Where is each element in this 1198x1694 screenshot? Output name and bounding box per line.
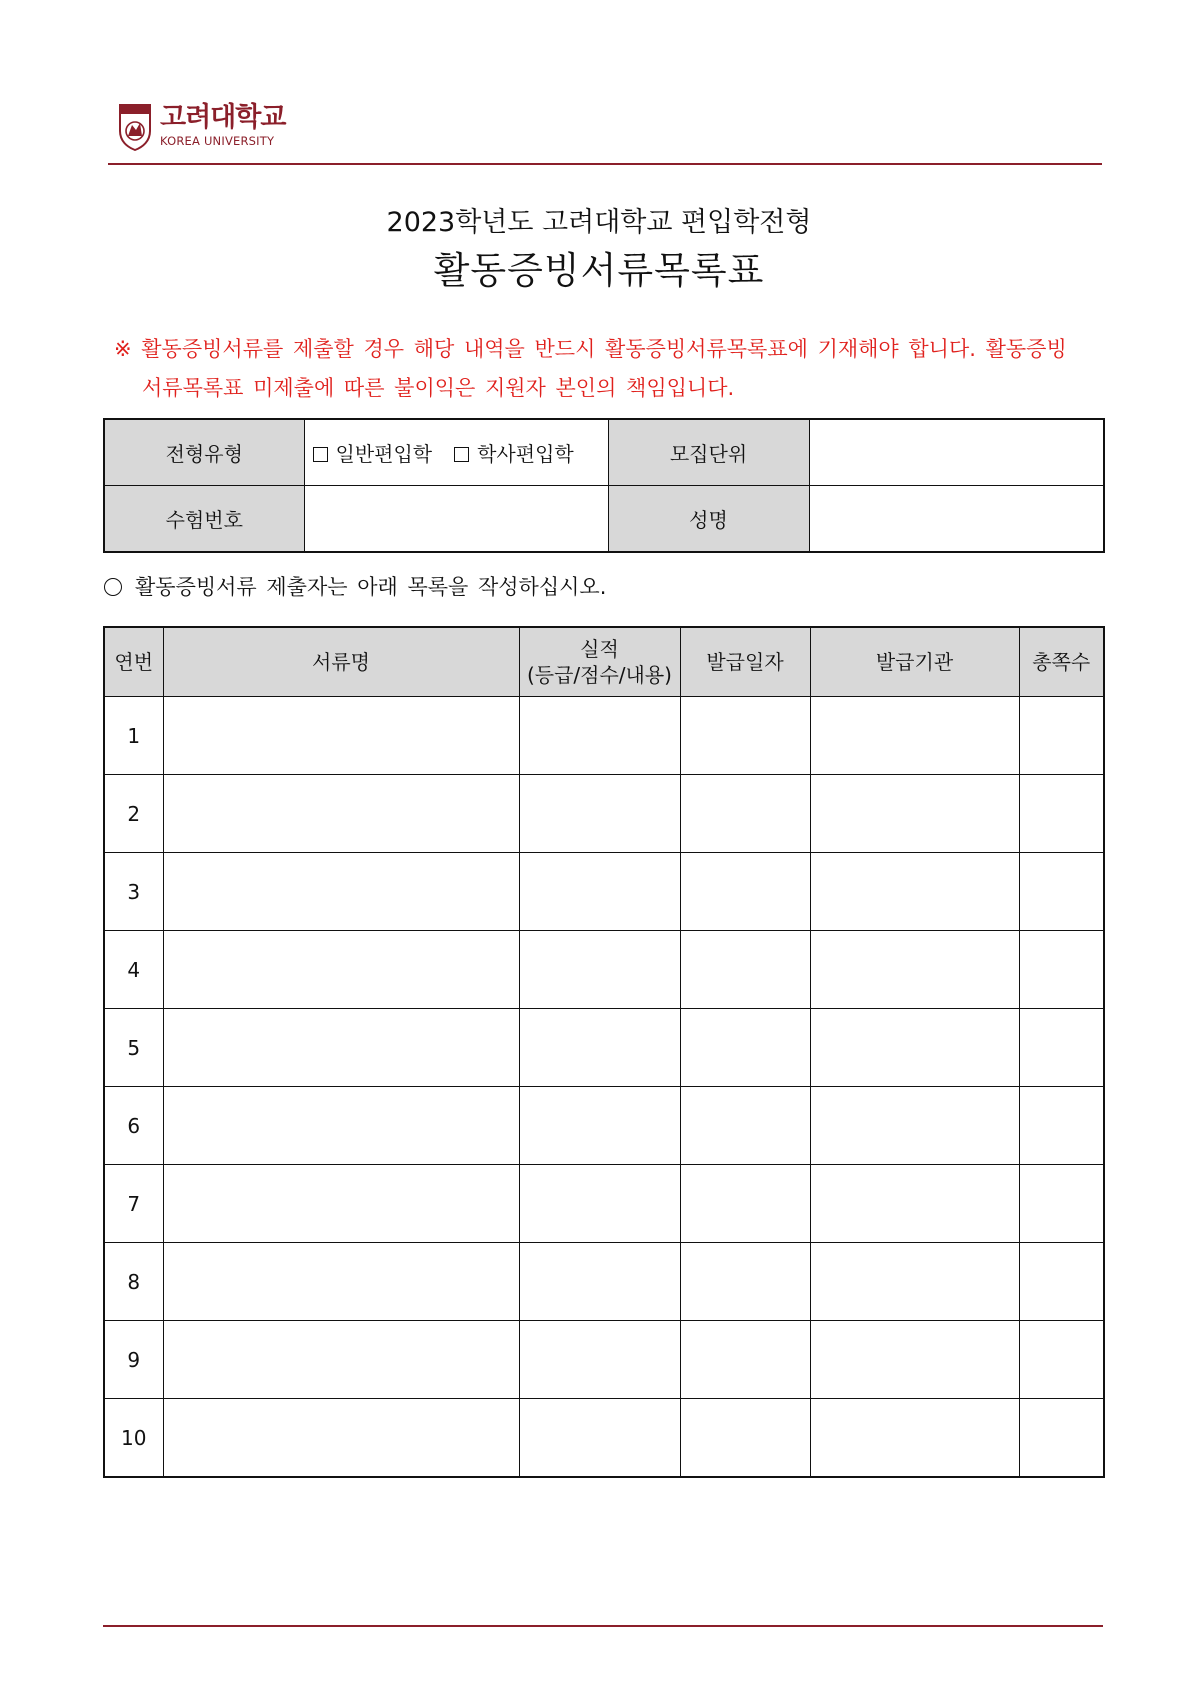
cell-issue-date[interactable] xyxy=(680,1399,810,1478)
cell-issue-date[interactable] xyxy=(680,1243,810,1321)
cell-total-pages[interactable] xyxy=(1019,1009,1104,1087)
cell-issuer[interactable] xyxy=(810,775,1019,853)
unit-value[interactable] xyxy=(809,419,1104,486)
col-header-issue-date: 발급일자 xyxy=(680,627,810,697)
cell-achievement[interactable] xyxy=(519,1243,680,1321)
cell-issuer[interactable] xyxy=(810,697,1019,775)
footer-divider xyxy=(103,1625,1103,1627)
cell-achievement[interactable] xyxy=(519,931,680,1009)
col-header-document-name: 서류명 xyxy=(163,627,519,697)
table-row xyxy=(104,931,1104,1009)
row-number: 4 xyxy=(104,931,163,1009)
document-subtitle: 2023학년도 고려대학교 편입학전형 xyxy=(386,207,812,238)
cell-total-pages[interactable] xyxy=(1019,1243,1104,1321)
col-header-number: 연번 xyxy=(104,627,163,697)
university-logo xyxy=(118,103,285,153)
col-header-total-pages: 총쪽수 xyxy=(1019,627,1104,697)
document-list-table xyxy=(103,626,1105,1478)
table-row xyxy=(104,853,1104,931)
table-row xyxy=(104,1009,1104,1087)
table-row xyxy=(104,1321,1104,1399)
row-number: 10 xyxy=(104,1399,163,1478)
notice-text xyxy=(114,330,1104,408)
instruction xyxy=(104,571,606,603)
header-divider xyxy=(108,163,1102,165)
cell-total-pages[interactable] xyxy=(1019,697,1104,775)
cell-issuer[interactable] xyxy=(810,1165,1019,1243)
cell-achievement[interactable] xyxy=(519,853,680,931)
col-header-achievement-detail: (등급/점수/내용) xyxy=(526,663,672,687)
table-header-row xyxy=(104,627,1104,697)
col-header-achievement xyxy=(519,627,680,697)
type-options xyxy=(304,419,608,486)
row-number: 1 xyxy=(104,697,163,775)
table-row xyxy=(104,1243,1104,1321)
cell-issue-date[interactable] xyxy=(680,697,810,775)
table-row xyxy=(104,775,1104,853)
cell-document-name[interactable] xyxy=(163,853,519,931)
row-number: 2 xyxy=(104,775,163,853)
cell-document-name[interactable] xyxy=(163,1087,519,1165)
row-number: 8 xyxy=(104,1243,163,1321)
row-number: 7 xyxy=(104,1165,163,1243)
logo-english-name: KOREA UNIVERSITY xyxy=(160,134,275,148)
cell-document-name[interactable] xyxy=(163,931,519,1009)
cell-document-name[interactable] xyxy=(163,1009,519,1087)
table-row xyxy=(104,1399,1104,1478)
table-row xyxy=(104,697,1104,775)
cell-total-pages[interactable] xyxy=(1019,1165,1104,1243)
applicant-info-table xyxy=(103,418,1105,553)
table-row xyxy=(104,1087,1104,1165)
document-title: 활동증빙서류목록표 xyxy=(433,249,765,292)
option-bachelor-transfer[interactable] xyxy=(454,438,574,467)
cell-total-pages[interactable] xyxy=(1019,853,1104,931)
name-value[interactable] xyxy=(809,486,1104,553)
instruction-text: 활동증빙서류 제출자는 아래 목록을 작성하십시오. xyxy=(135,575,607,599)
cell-total-pages[interactable] xyxy=(1019,1087,1104,1165)
cell-document-name[interactable] xyxy=(163,1321,519,1399)
exam-number-value[interactable] xyxy=(304,486,608,553)
option-general-transfer[interactable] xyxy=(313,438,433,467)
cell-issue-date[interactable] xyxy=(680,1321,810,1399)
option-general-label: 일반편입학 xyxy=(335,442,433,466)
cell-achievement[interactable] xyxy=(519,775,680,853)
cell-issue-date[interactable] xyxy=(680,853,810,931)
cell-issue-date[interactable] xyxy=(680,1009,810,1087)
cell-achievement[interactable] xyxy=(519,1399,680,1478)
cell-issuer[interactable] xyxy=(810,931,1019,1009)
row-number: 5 xyxy=(104,1009,163,1087)
cell-document-name[interactable] xyxy=(163,1243,519,1321)
cell-document-name[interactable] xyxy=(163,1165,519,1243)
cell-achievement[interactable] xyxy=(519,1087,680,1165)
option-bachelor-label: 학사편입학 xyxy=(477,442,574,466)
exam-number-label: 수험번호 xyxy=(104,486,304,553)
col-header-issuer: 발급기관 xyxy=(810,627,1019,697)
cell-issuer[interactable] xyxy=(810,1087,1019,1165)
checkbox-icon[interactable] xyxy=(454,447,469,462)
cell-issue-date[interactable] xyxy=(680,775,810,853)
cell-achievement[interactable] xyxy=(519,1321,680,1399)
cell-total-pages[interactable] xyxy=(1019,1399,1104,1478)
cell-issuer[interactable] xyxy=(810,1243,1019,1321)
cell-issue-date[interactable] xyxy=(680,1165,810,1243)
cell-document-name[interactable] xyxy=(163,697,519,775)
type-label: 전형유형 xyxy=(104,419,304,486)
cell-achievement[interactable] xyxy=(519,1165,680,1243)
cell-total-pages[interactable] xyxy=(1019,931,1104,1009)
row-number: 6 xyxy=(104,1087,163,1165)
cell-issuer[interactable] xyxy=(810,1009,1019,1087)
cell-total-pages[interactable] xyxy=(1019,775,1104,853)
row-number: 3 xyxy=(104,853,163,931)
row-number: 9 xyxy=(104,1321,163,1399)
cell-issue-date[interactable] xyxy=(680,931,810,1009)
name-label: 성명 xyxy=(608,486,809,553)
cell-document-name[interactable] xyxy=(163,775,519,853)
cell-issuer[interactable] xyxy=(810,1399,1019,1478)
notice-line-2: 서류목록표 미제출에 따른 불이익은 지원자 본인의 책임입니다. xyxy=(142,376,735,400)
circle-bullet-icon xyxy=(104,578,122,596)
unit-label: 모집단위 xyxy=(608,419,809,486)
cell-total-pages[interactable] xyxy=(1019,1321,1104,1399)
col-header-achievement-title: 실적 xyxy=(580,637,619,661)
logo-korean-name: 고려대학교 xyxy=(160,102,286,133)
table-row xyxy=(104,1165,1104,1243)
university-crest-icon xyxy=(118,103,152,151)
cell-issuer[interactable] xyxy=(810,1321,1019,1399)
checkbox-icon[interactable] xyxy=(313,447,328,462)
notice-line-1: ※ 활동증빙서류를 제출할 경우 해당 내역을 반드시 활동증빙서류목록표에 기재해야 합니다. 활동증빙 xyxy=(114,337,1067,361)
cell-issue-date[interactable] xyxy=(680,1087,810,1165)
cell-achievement[interactable] xyxy=(519,1009,680,1087)
cell-achievement[interactable] xyxy=(519,697,680,775)
cell-document-name[interactable] xyxy=(163,1399,519,1478)
cell-issuer[interactable] xyxy=(810,853,1019,931)
